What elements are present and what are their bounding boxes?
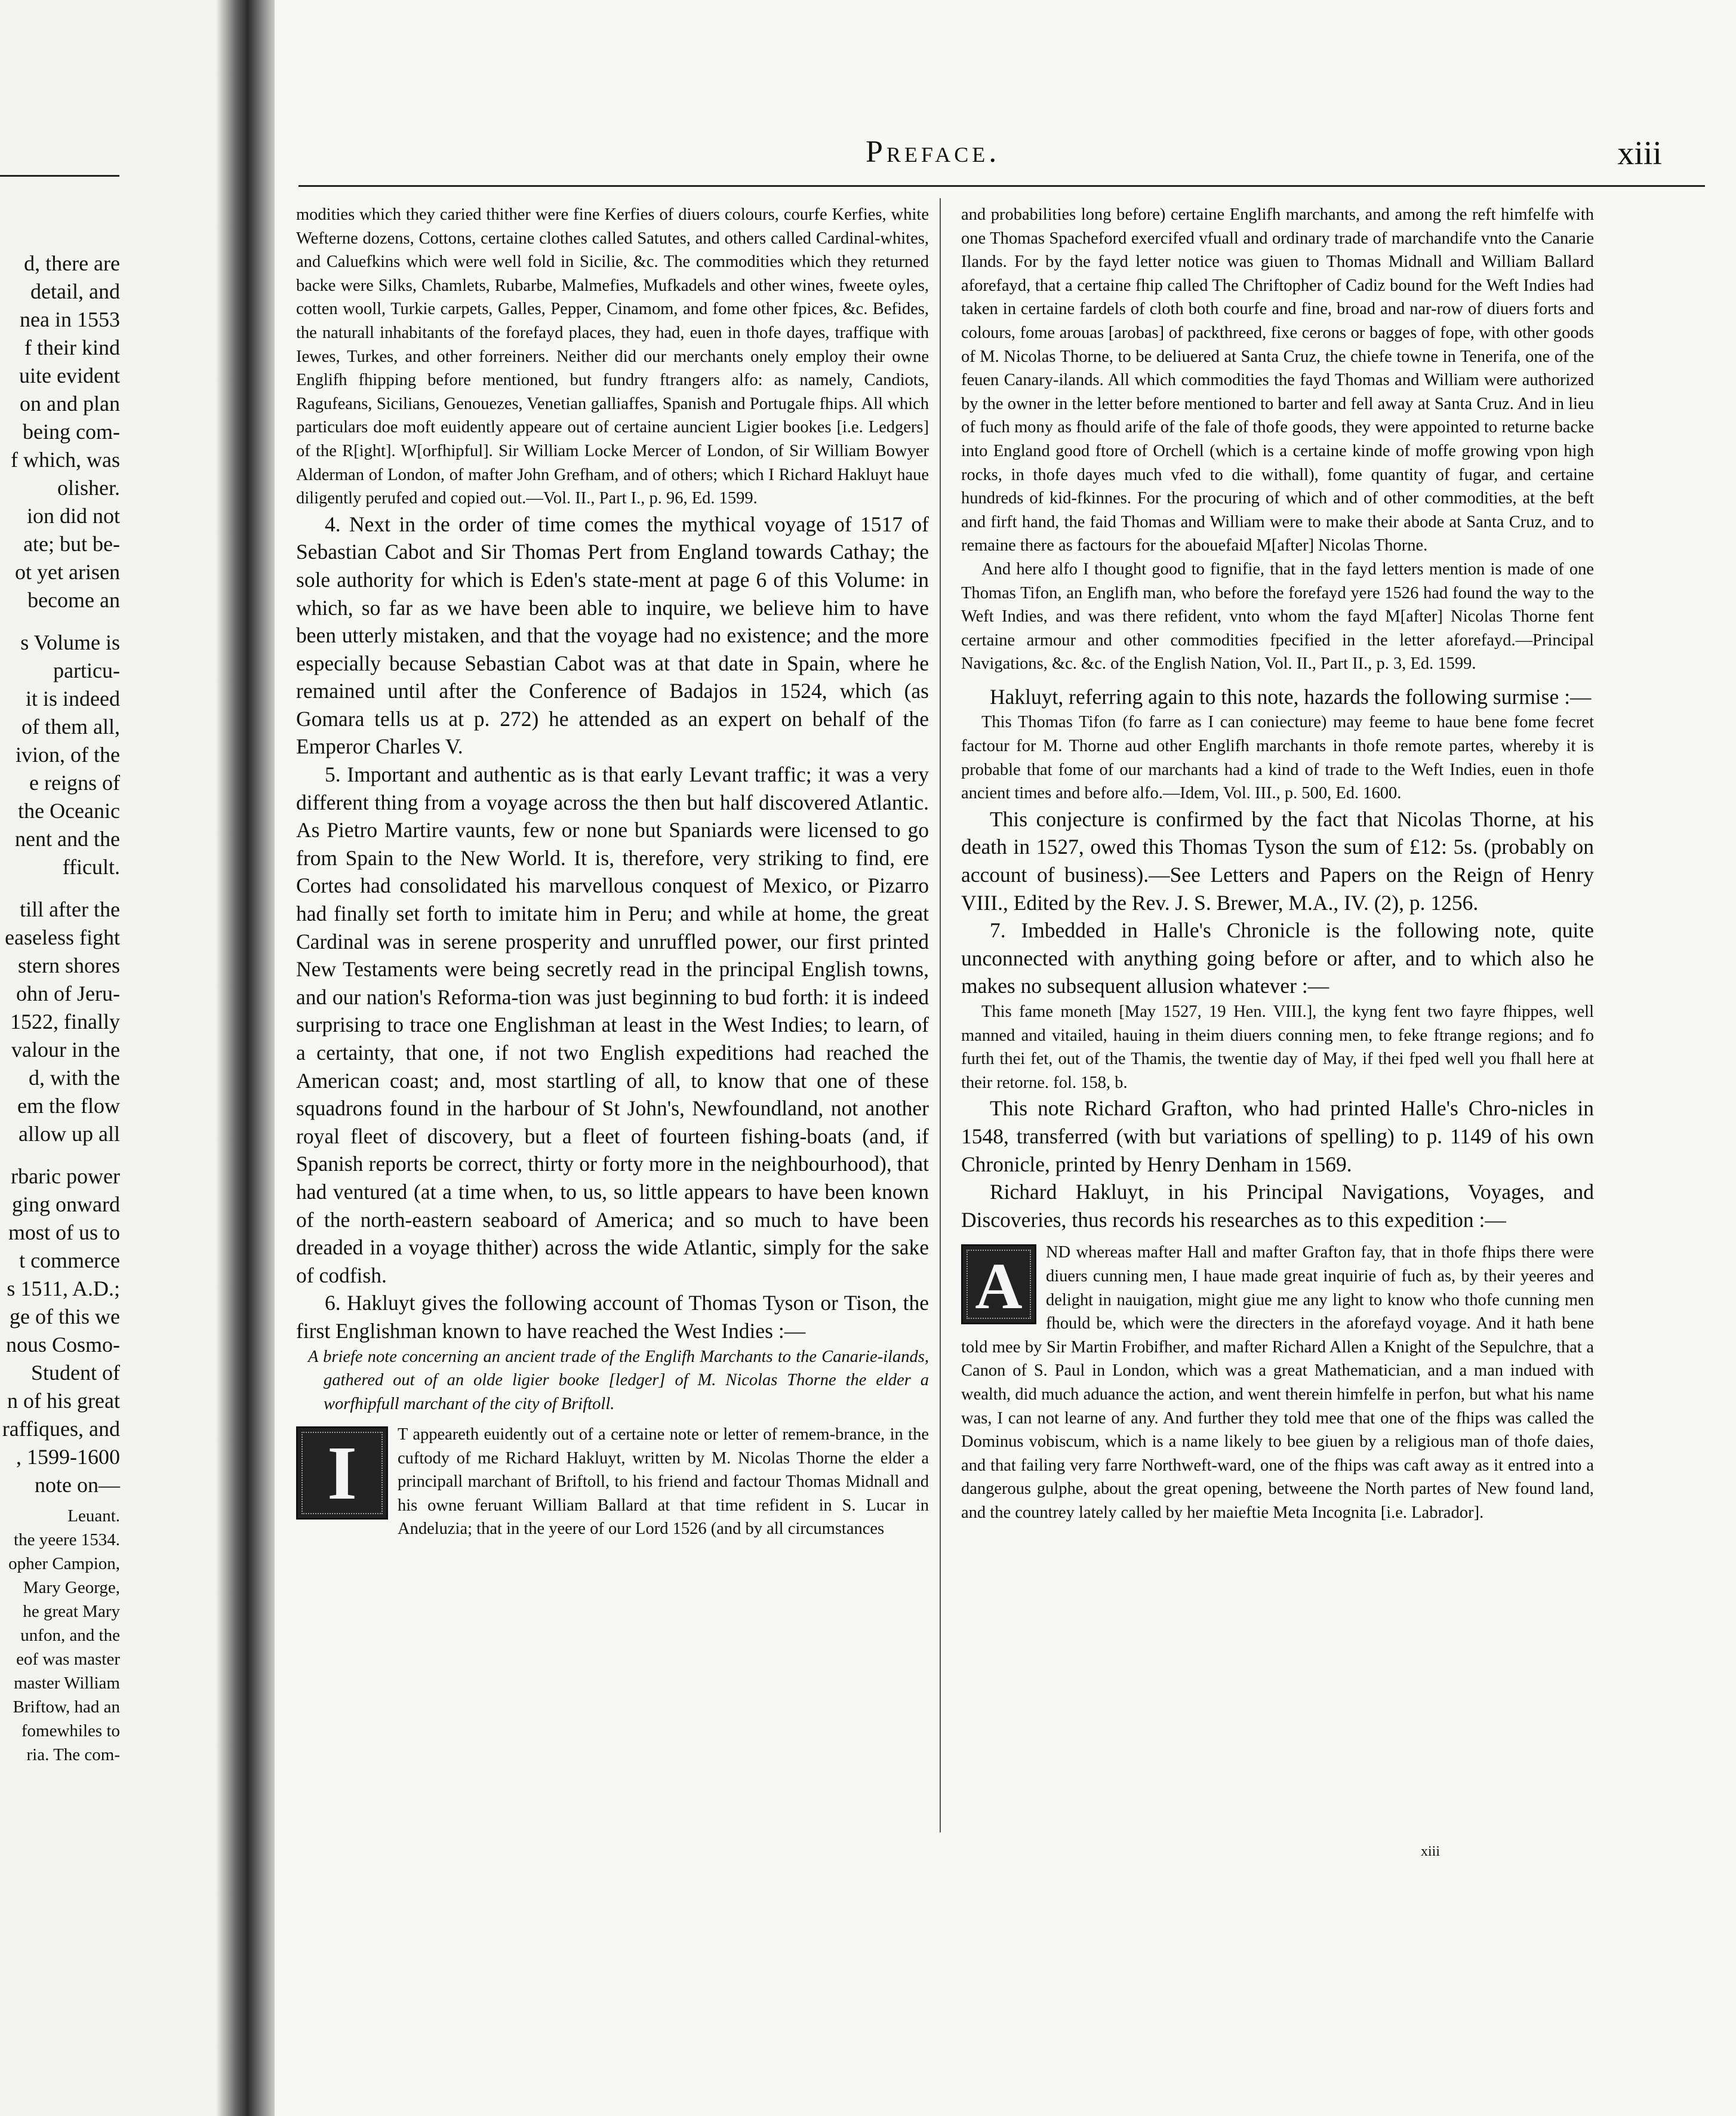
left-page-line: ion did not (26, 504, 120, 528)
left-page-line: raffiques, and (2, 1417, 120, 1441)
dropcap-a-ornament (961, 1244, 1036, 1324)
left-page-line: , 1599-1600 (16, 1445, 120, 1469)
left-page-line: Student of (31, 1361, 120, 1385)
header-rule (298, 185, 1705, 187)
left-page-line: ohn of Jeru- (16, 982, 120, 1005)
left-page-line: valour in the (11, 1038, 120, 1062)
left-page-small-line: master William (14, 1674, 120, 1693)
page-number: xiii (1617, 135, 1662, 172)
left-page-line: rbaric power (11, 1164, 120, 1188)
left-page-small-line: Mary George, (23, 1578, 120, 1597)
left-page-line: nent and the (15, 827, 120, 851)
footer-page-number: xiii (1421, 1844, 1440, 1859)
quote-canary-trade: and probabilities long before) certaine Englifh marchants, and among the reft himfelfe with one Thomas Spacheford exercifed vfuall and ordinary trade of marchandife vnto the Canarie Ilands. For by the fayd letter notice was giuen to Thomas Midnall and William Ballard aforefayd, that a certaine fhip called The Chriftopher of Cadiz bound for the Weft Indies had taken in certaine fardels of cloth both courfe and fine, broad and nar-row of diuers forts and colours, fome arouas [arobas] of packthreed, fixe cerons or bagges of fope, with other goods of M. Nicolas Thorne, to be deliuered at Santa Cruz, the chiefe towne in Tenerifa, one of the feuen Canary-ilands. All which commodities the fayd Thomas and William were authorized by the owner in the letter before mentioned to barter and fell away at Santa Cruz. And in lieu of fuch mony as fhould arife of the fale of thofe goods, they were appointed to returne backe into England good ftore of Orchell (which is a certaine kinde of moffe growing vpon high rocks, in thofe dayes much vfed to die withall), fome quantity of fugar, and certaine hundreds of kid-fkinnes. For the procuring of which and of other commodities, at the beft and firft hand, the faid Thomas and William were to make their abode at Santa Cruz, and to remaine there as factours for the abouefaid M[after] Nicolas Thorne. (961, 205, 1594, 555)
paragraph-4: 4. Next in the order of time comes the mythical voyage of 1517 of Sebastian Cabot and Sir Thomas Pert from England towards Cathay; the sole authority for which is Eden's state-ment at page 6 of this Volume: in which, so far as we have been able to inquire, we believe him to have been utterly mistaken, and that the voyage had no existence; and the more especially because Sebastian Cabot was at that date in Spain, where he remained until after the Conference of Badajos in 1524, which (as Gomara tells us at p. 272) he attended as an expert on behalf of the Emperor Charles V. (296, 512, 929, 759)
left-page-line: stern shores (18, 954, 120, 977)
left-page-line: the Oceanic (18, 799, 120, 823)
left-column (296, 203, 929, 1541)
paragraph-6: 6. Hakluyt gives the following account of Thomas Tyson or Tison, the first Englishman known to have reached the West Indies :— (296, 1291, 929, 1343)
left-page-fragment (0, 0, 245, 2116)
left-page-line: ge of this we (10, 1305, 120, 1328)
quote-tison-conjecture: This Thomas Tifon (fo farre as I can coniecture) may feeme to haue bene fome fecret factour for M. Thorne aud other Englifh marchants in thofe remote partes, whereby it is probable that fome of our marchants had a kind of trade to the Weft Indies, euen in thofe ancient times and before alfo.—Idem, Vol. III., p. 500, Ed. 1600. (961, 713, 1594, 803)
running-head (275, 134, 1736, 182)
left-page-line: d, there are (24, 251, 120, 275)
quote-halle-chronicle: This fame moneth [May 1527, 19 Hen. VIII.], the kyng fent two fayre fhippes, well manned and vitailed, hauing in theim diuers conning men, to feke ftrange regions; and fo furth thei fet, out of the Thamis, the twentie day of May, if thei fped well you fhall here at their retorne. fol. 158, b. (961, 1002, 1594, 1092)
left-page-line: become an (27, 588, 120, 612)
left-page-line: ging onward (12, 1192, 120, 1216)
dropcap-paragraph-a (961, 1241, 1594, 1524)
left-page-line: e reigns of (29, 771, 120, 795)
left-page-small-line: fomewhiles to (21, 1721, 120, 1740)
left-page-small-line: unfon, and the (20, 1626, 120, 1645)
left-page-small-line: he great Mary (23, 1602, 120, 1621)
dropcap-paragraph-text: ND whereas mafter Hall and mafter Grafton fay, that in thofe fhips there were diuers cunning men, I haue made great inquirie of fuch as, by their yeeres and delight in nauigation, might giue me any light to know who thofe cunning men fhould be, which were the directers in the aforefayd voyage. And it hath bene told mee by Sir Martin Frobifher, and mafter Richard Allen a Knight of the Sepulchre, that a Canon of S. Paul in London, which was a great Mathematician, and a man indued with wealth, did much aduance the action, and went therein himfelfe in perfon, but what his name was, I can not learne of any. And further they told mee that one of the fhips was called the Dominus vobiscum, which is a name likely to bee giuen by a religious man of thofe daies, and that failing very farre Northweft-ward, one of the fhips was caft away as it entred into a dangerous gulphe, about the great opening, betweene the North partes of New found land, and the countrey lately called by her maieftie Meta Incognita [i.e. Labrador]. (961, 1243, 1594, 1522)
left-page-line: of them all, (21, 715, 120, 739)
left-page-line: nous Cosmo- (5, 1333, 120, 1357)
left-page-rule (0, 175, 119, 177)
note-heading: A briefe note concerning an ancient trade of the Englifh Marchants to the Canarie-ilands, gathered out of an olde ligier booke [ledger] of M. Nicolas Thorne the elder a worfhipfull marchant of the city of Briftoll. (308, 1347, 929, 1413)
paragraph-conjecture: This conjecture is confirmed by the fact that Nicolas Thorne, at his death in 1527, owed this Thomas Tyson the sum of £12: 5s. (probably on account of business).—See Letters and Papers on the Reign of Henry VIII., Edited by the Rev. J. S. Brewer, M.A., IV. (2), p. 1256. (961, 807, 1594, 915)
left-page-line: f which, was (11, 448, 120, 472)
left-page-line: ate; but be- (23, 532, 120, 556)
paragraph-surmise: Hakluyt, referring again to this note, hazards the following surmise :— (990, 684, 1592, 709)
left-page-line: nea in 1553 (20, 307, 120, 331)
left-page-line: em the flow (17, 1094, 120, 1118)
left-page-line: d, with the (29, 1066, 120, 1090)
right-page (275, 0, 1736, 2116)
paragraph-5: 5. Important and authentic as is that early Levant traffic; it was a very different thing from a voyage across the then but half discovered Atlantic. As Pietro Martire vaunts, few or none but Spaniards were licensed to go from Spain to the New World. It is, therefore, very striking to find, ere Cortes had consolidated his marvellous conquest of Mexico, or Pizarro had finally set forth to imitate him in Peru; and while at home, the great Cardinal was in serene prosperity and unruffled power, our first printed New Testaments were being secretly read in the principal English towns, and our nation's Reforma-tion was just beginning to bud forth: it is indeed surprising to trace one Englishman at least in the West Indies; to learn, of a certainty, that one, if not two English expeditions had reached the American coast; and, most startling of all, to know that one of these squadrons found in the harbour of St John's, Newfoundland, not another royal fleet of discovery, but a fleet of fourteen fishing-boats (and, if Spanish reports be correct, thirty or forty more in the neighbourhood), that had ventured (at a time when, to us, so little appears to have been known of the north-eastern seaboard of America; and so much to have been dreaded in a voyage thither) across the wide Atlantic, simply for the sake of codfish. (296, 762, 929, 1287)
left-page-line: uite evident (19, 364, 120, 387)
paragraph-7: 7. Imbedded in Halle's Chronicle is the following note, quite unconnected with anything going before or after, and to which also he makes no subsequent allusion whatever :— (961, 918, 1594, 998)
left-page-line: 1522, finally (10, 1010, 120, 1034)
left-page-line: s Volume is (20, 631, 120, 654)
left-page-line: olisher. (57, 476, 120, 500)
dropcap-paragraph-i (296, 1423, 929, 1541)
quote-tison-mention: And here alfo I thought good to fignifie, that in the fayd letters mention is made of one Thomas Tifon, an Englifh man, who before the forefayd yere 1526 had found the way to the Weft Indies, and was there refident, vnto whom the fayd M[after] Nicolas Thorne fent certaine armour and other commodities fpecified in the letter aforefayd.—Principal Navigations, &c. &c. of the English Nation, Vol. II., Part II., p. 3, Ed. 1599. (961, 559, 1594, 673)
dropcap-paragraph-text: T appeareth euidently out of a certaine note or letter of remem-brance, in the cuftody of me Richard Hakluyt, written by M. Nicolas Thorne the elder a principall marchant of Briftoll, to his friend and factour Thomas Midnall and his owne feruant William Ballard at that time refident in S. Lucar in Andeluzia; that in the yeere of our Lord 1526 (and by all circumstances (398, 1425, 929, 1539)
left-page-line: fficult. (62, 855, 120, 879)
left-page-small-line: opher Campion, (8, 1554, 120, 1573)
left-page-line: s 1511, A.D.; (7, 1277, 120, 1300)
left-page-line: detail, and (30, 279, 120, 303)
left-page-small-line: the yeere 1534. (14, 1530, 120, 1549)
left-page-line: on and plan (20, 392, 120, 416)
dropcap-letter: I (327, 1431, 357, 1516)
quote-levant-trade: modities which they caried thither were fine Kerfies of diuers colours, courfe Kerfies, white Wefterne dozens, Cottons, certaine clothes called Satutes, and others called Cardinal-whites, and Caluefkins which were well fold in Sicilie, &c. The commodities which they returned backe were Silks, Chamlets, Rubarbe, Malmefies, Mufkadels and other wines, fweete oyles, cotten wooll, Turkie carpets, Galles, Pepper, Cinamom, and fome other fpices, &c. Befides, the naturall inhabitants of the forefayd places, they had, euen in thofe dayes, traffique with Iewes, Turkes, and other forreiners. Neither did our merchants onely employ their owne Englifh fhipping before mentioned, but fundry ftrangers alfo: as namely, Candiots, Ragufeans, Sicilians, Genouezes, Venetian galliaffes, Spanish and Portugale fhips. All which particulars doe moft euidently appeare out of certaine auncient Ligier bookes [i.e. Ledgers] of the R[ight]. W[orfhipful]. Sir William Locke Mercer of London, of Sir William Bowyer Alderman of London, of mafter John Grefham, and of others; which I Richard Hakluyt haue diligently perufed and copied out.—Vol. II., Part I., p. 96, Ed. 1599. (296, 205, 929, 508)
paragraph-grafton: This note Richard Grafton, who had printed Halle's Chro-nicles in 1548, transferred (with but variations of spelling) to p. 1149 of his own Chronicle, printed by Henry Denham in 1569. (961, 1096, 1594, 1176)
left-page-small-line: ria. The com- (26, 1745, 120, 1764)
left-page-small-line: eof was master (16, 1650, 120, 1669)
left-page-line: n of his great (7, 1389, 120, 1413)
dropcap-letter: A (975, 1250, 1023, 1323)
left-page-line: till after the (20, 897, 120, 921)
left-page-line: being com- (23, 420, 120, 444)
left-page-small-line: Briftow, had an (13, 1697, 120, 1717)
left-page-line: particu- (53, 659, 120, 682)
paragraph-hakluyt: Richard Hakluyt, in his Principal Navigations, Voyages, and Discoveries, thus records his researches as to this expedition :— (961, 1180, 1594, 1232)
left-page-small-line: Leuant. (67, 1506, 120, 1526)
book-gutter (216, 0, 282, 2116)
left-page-line: note on— (35, 1473, 120, 1497)
left-page-line: allow up all (19, 1122, 120, 1146)
left-page-line: t commerce (19, 1248, 120, 1272)
left-page-line: it is indeed (26, 687, 120, 711)
column-divider (940, 198, 941, 1832)
right-column (961, 203, 1594, 1524)
dropcap-i-ornament (296, 1426, 388, 1520)
left-page-line: ot yet arisen (15, 560, 120, 584)
page-title: Preface. (866, 135, 1001, 169)
left-page-line: most of us to (8, 1220, 120, 1244)
left-page-line: ivion, of the (16, 743, 120, 767)
left-page-line: f their kind (24, 336, 120, 359)
left-page-line: easeless fight (5, 925, 120, 949)
